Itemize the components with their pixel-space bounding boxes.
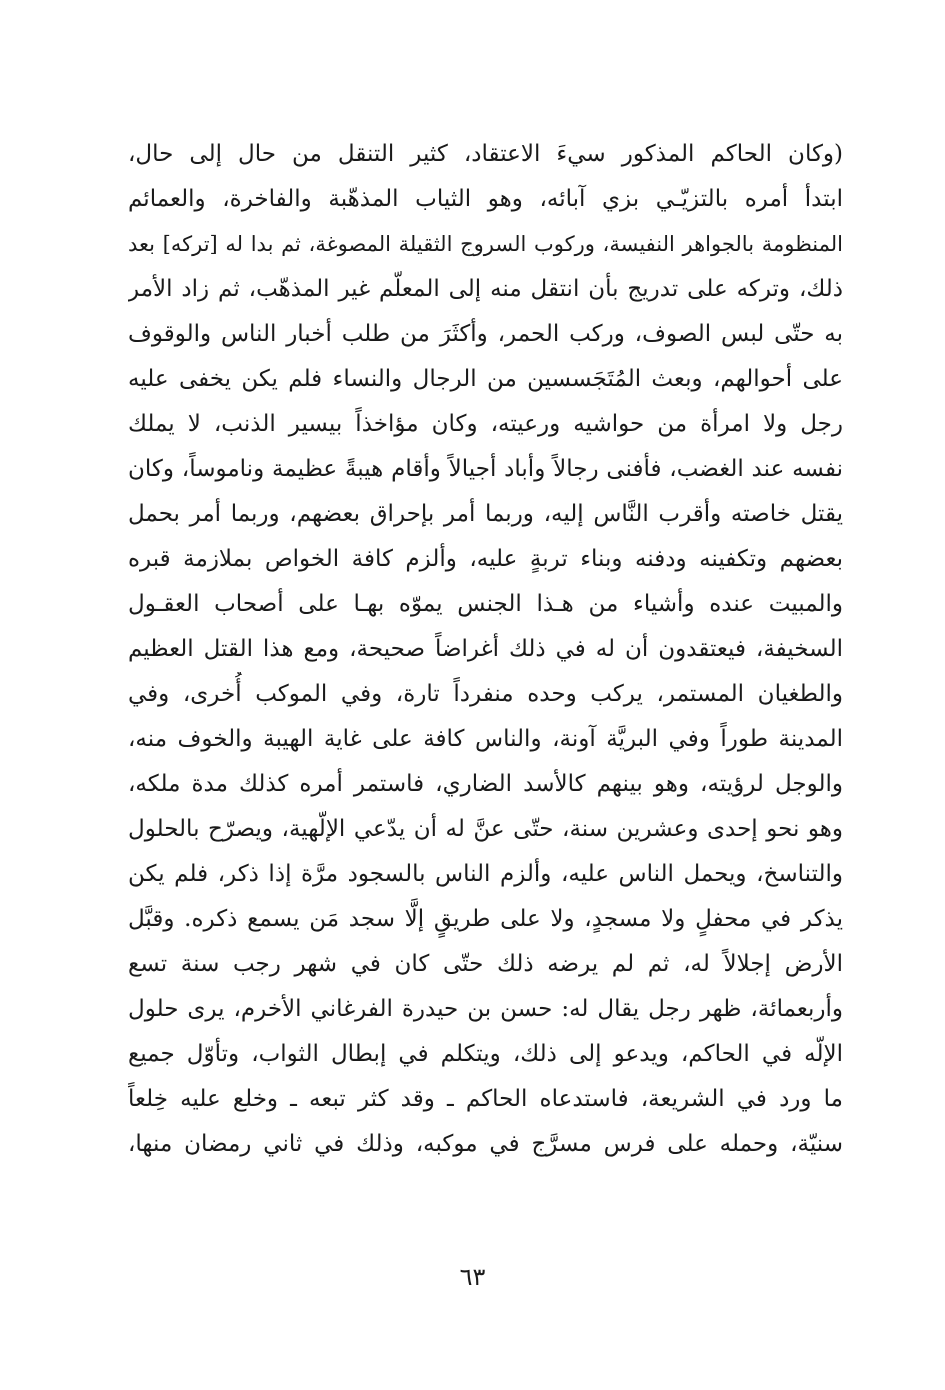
text-line: الأرض إجلالاً له، ثم لم يرضه ذلك حتّى كان في شهر رجب سنة تسع (128, 951, 843, 977)
text-line: يذكر في محفلٍ ولا مسجدٍ، ولا على طريقٍ إلَّا سجد مَن يسمع ذكره. وقبَّل (128, 906, 843, 932)
text-line: والتناسخ، ويحمل الناس عليه، وألزم الناس بالسجود مرَّة إذا ذكر، فلم يكن (128, 861, 843, 887)
text-line: والطغيان المستمر، يركب وحده منفرداً تارة، وفي الموكب أُخرى، وفي (128, 681, 843, 707)
page-number: ٦٣ (459, 1263, 486, 1291)
text-line: المنظومة بالجواهر النفيسة، وركوب السروج الثقيلة المصوغة، ثم بدا له [تركه] بعد (128, 232, 843, 256)
body-text (128, 132, 843, 1167)
text-line: ذلك، وتركه على تدريج بأن انتقل منه إلى المعلّم غير المذهّب، ثم زاد الأمر (128, 276, 843, 302)
text-line: المدينة طوراً وفي البريَّة آونة، والناس كافة على غاية الهيبة والخوف منه، (128, 726, 843, 752)
text-line: الإلّه في الحاكم، ويدعو إلى ذلك، ويتكلم في إبطال الثواب، وتأوّل جميع (128, 1041, 843, 1067)
text-line: بعضهم وتكفينه ودفنه وبناء تربةٍ عليه، وألزم كافة الخواص بملازمة قبره (128, 546, 843, 572)
text-line: نفسه عند الغضب، فأفنى رجالاً وأباد أجيالاً وأقام هيبةً عظيمة وناموساً، وكان (128, 456, 843, 482)
text-line: به حتّى لبس الصوف، وركب الحمر، وأكثَرَ من طلب أخبار الناس والوقوف (128, 321, 843, 347)
text-line: والوجل لرؤيته، وهو بينهم كالأسد الضاري، فاستمر أمره كذلك مدة ملكه، (128, 771, 843, 797)
text-line: وهو نحو إحدى وعشرين سنة، حتّى عنَّ له أن يدّعي الإلّهية، ويصرّح بالحلول (128, 816, 843, 842)
text-line: وأربعمائة، ظهر رجل يقال له: حسن بن حيدرة الفرغاني الأخرم، يرى حلول (128, 996, 843, 1022)
text-line: والمبيت عنده وأشياء من هـذا الجنس يموّه بهـا على أصحاب العقـول (128, 591, 843, 617)
text-line: ما ورد في الشريعة، فاستدعاه الحاكم ـ وقد كثر تبعه ـ وخلع عليه خِلعاً (128, 1086, 843, 1112)
text-line: السخيفة، فيعتقدون أن له في ذلك أغراضاً صحيحة، ومع هذا القتل العظيم (128, 636, 843, 662)
text-line: يقتل خاصته وأقرب النَّاس إليه، وربما أمر بإحراق بعضهم، وربما أمر بحمل (128, 501, 843, 527)
text-line: (وكان الحاكم المذكور سيءَ الاعتقاد، كثير التنقل من حال إلى حال، (128, 141, 843, 167)
text-line: سنيّة، وحمله على فرس مسرَّج في موكبه، وذلك في ثاني رمضان منها، (128, 1131, 843, 1157)
text-line: على أحوالهم، وبعث المُتَجَسسين من الرجال والنساء فلم يكن يخفى عليه (128, 366, 843, 392)
text-line: رجل ولا امرأة من حواشيه ورعيته، وكان مؤاخذاً بيسير الذنب، لا يملك (128, 411, 843, 437)
text-line: ابتدأ أمره بالتزيّـي بزي آبائه، وهو الثياب المذهّبة والفاخرة، والعمائم (128, 186, 843, 212)
